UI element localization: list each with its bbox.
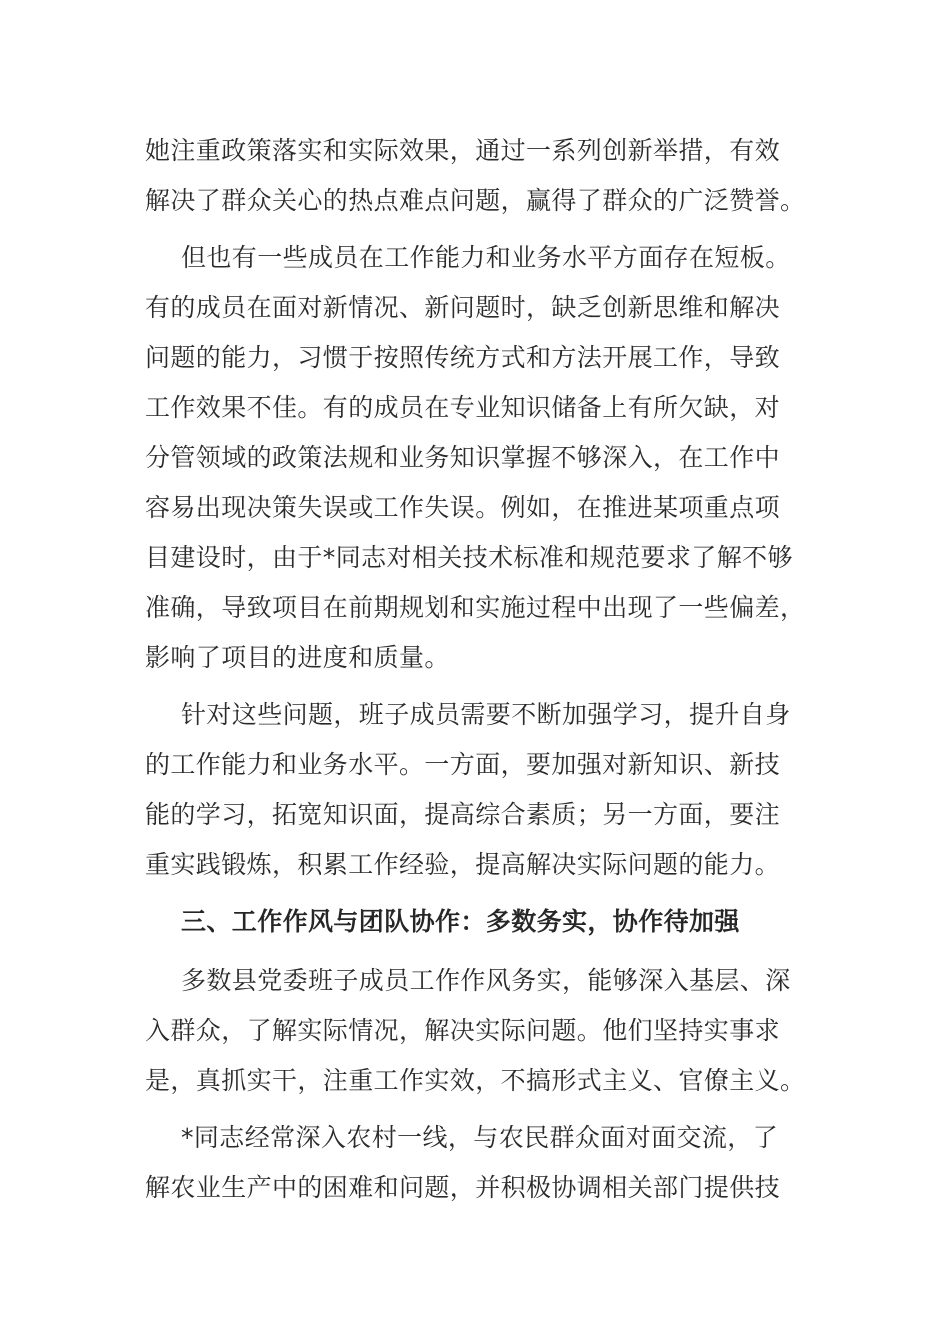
paragraph-line: 但也有一些成员在工作能力和业务水平方面存在短板。 (181, 243, 791, 272)
paragraph-line: 她注重政策落实和实际效果，通过一系列创新举措，有效 (145, 136, 781, 165)
paragraph-line: 能的学习，拓宽知识面，提高综合素质；另一方面，要注 (145, 800, 781, 829)
paragraph-line: 容易出现决策失误或工作失误。例如，在推进某项重点项 (145, 493, 781, 522)
paragraph-line: 工作效果不佳。有的成员在专业知识储备上有所欠缺，对 (145, 393, 781, 422)
paragraph-line: *同志经常深入农村一线，与农民群众面对面交流，了 (181, 1123, 779, 1152)
paragraph-line: 的工作能力和业务水平。一方面，要加强对新知识、新技 (145, 750, 781, 779)
paragraph-line: 目建设时，由于*同志对相关技术标准和规范要求了解不够 (145, 543, 793, 572)
paragraph-line: 针对这些问题，班子成员需要不断加强学习，提升自身 (181, 700, 791, 729)
paragraph-line: 重实践锻炼，积累工作经验，提高解决实际问题的能力。 (145, 850, 781, 879)
paragraph-line: 问题的能力，习惯于按照传统方式和方法开展工作，导致 (145, 343, 781, 372)
paragraph-line: 解农业生产中的困难和问题，并积极协调相关部门提供技 (145, 1173, 781, 1202)
paragraph-line: 分管领域的政策法规和业务知识掌握不够深入，在工作中 (145, 443, 781, 472)
section-heading: 三、工作作风与团队协作：多数务实，协作待加强 (181, 907, 740, 936)
paragraph-line: 影响了项目的进度和质量。 (145, 643, 450, 672)
paragraph-line: 是，真抓实干，注重工作实效，不搞形式主义、官僚主义。 (145, 1066, 806, 1095)
paragraph-line: 入群众，了解实际情况，解决实际问题。他们坚持实事求 (145, 1016, 781, 1045)
paragraph-line: 解决了群众关心的热点难点问题，赢得了群众的广泛赞誉。 (145, 186, 806, 215)
paragraph-line: 有的成员在面对新情况、新问题时，缺乏创新思维和解决 (145, 293, 781, 322)
paragraph-line: 多数县党委班子成员工作作风务实，能够深入基层、深 (181, 966, 791, 995)
paragraph-line: 准确，导致项目在前期规划和实施过程中出现了一些偏差， (145, 593, 806, 622)
